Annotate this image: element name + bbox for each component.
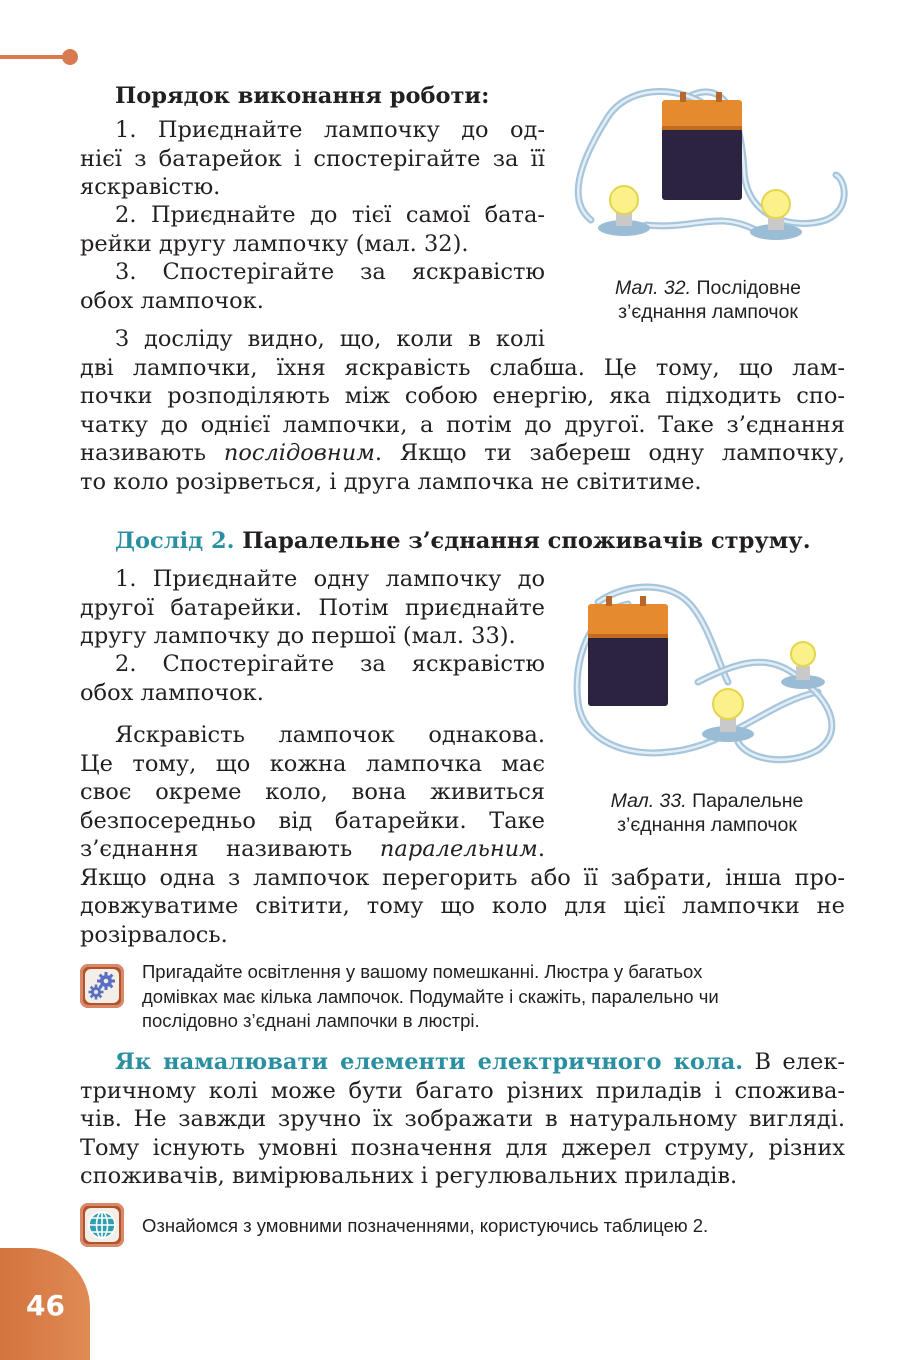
text-line	[80, 1048, 845, 1077]
globe-icon	[80, 1203, 124, 1247]
caption-text: Паралельне	[686, 790, 804, 812]
text-line: 2. Спостерігайте за яскравістю	[115, 651, 545, 677]
text-line: довжуватиме світити, тому що коло для цієї лампочки не	[80, 893, 845, 919]
parallel-paragraph	[80, 721, 845, 949]
text-line: чів. Не завжди зручно їх зображати в натуральному вигляді.	[80, 1106, 845, 1132]
text-line: послідовно з’єднані лампочки в люстрі.	[142, 1010, 480, 1031]
drawing-paragraph	[80, 1048, 845, 1191]
series-paragraph	[80, 325, 845, 496]
text-line: тричному колі може бути багато різних приладів і спожива-	[80, 1077, 845, 1104]
text-line: обох лампочок.	[80, 287, 264, 314]
text-fragment: . Якщо ти забереш одну лампочку,	[374, 440, 846, 466]
text-line: розірвалось.	[80, 921, 228, 948]
text-line: нієї з батарейок і спостерігайте за її	[80, 145, 545, 172]
procedure-step-2	[80, 201, 545, 258]
header-dot	[62, 49, 78, 65]
text-line: Це тому, що кожна лампочка має	[80, 750, 545, 777]
text-line: обох лампочок.	[80, 679, 264, 706]
figure-32-caption	[590, 276, 826, 324]
text-line: 3. Спостерігайте за яскравістю	[115, 259, 545, 285]
procedure-heading: Порядок виконання роботи:	[115, 83, 490, 109]
text-line: другу лампочку до першої (мал. 33).	[80, 623, 516, 649]
text-fragment: називають	[80, 440, 224, 466]
text-line: Тому існують умовні позначення для джерел струму, різних	[80, 1134, 845, 1161]
section-title: Як намалювати елементи електричного кола.	[115, 1049, 744, 1075]
text-line: Яскравість лампочок однакова.	[115, 722, 545, 748]
text-line: то коло розірветься, і друга лампочка не світитиме.	[80, 468, 702, 495]
experiment-label: Дослід 2.	[115, 528, 235, 554]
text-line: домівках має кілька лампочок. Подумайте і скажіть, паралельно чи	[142, 985, 719, 1007]
text-line: другої батарейки. Потім приєднайте	[80, 594, 545, 621]
text-line: Якщо одна з лампочок перегорить або її забрати, інша про-	[80, 864, 845, 891]
text-fragment: .	[537, 836, 545, 862]
text-line: 1. Приєднайте одну лампочку до	[115, 566, 545, 592]
text-line: чатку до однієї лампочки, а потім до другої. Таке з’єднання	[80, 411, 845, 438]
caption-label: Мал. 32.	[615, 277, 692, 299]
text-fragment: В елек-	[743, 1049, 845, 1075]
text-line: безпосередньо від батарейки. Таке	[80, 807, 545, 834]
caption-label: Мал. 33.	[610, 790, 687, 812]
figure-32-illustration	[566, 80, 851, 260]
experiment-2-step-1	[80, 565, 545, 651]
text-line	[80, 835, 545, 864]
text-fragment: з’єднання називають	[80, 836, 380, 862]
text-line: рейки другу лампочку (мал. 32).	[80, 230, 469, 257]
gears-icon	[80, 964, 124, 1008]
text-line: яскравістю.	[80, 174, 221, 200]
caption-text: з’єднання лампочок	[618, 301, 798, 323]
text-line: Пригадайте освітлення у вашому помешканні. Люстра у багатьох	[142, 961, 703, 982]
header-rule	[0, 55, 66, 59]
procedure-step-3	[80, 258, 545, 315]
procedure-step-1	[80, 116, 545, 202]
experiment-title: Паралельне з’єднання споживачів струму.	[234, 528, 811, 554]
text-line: дві лампочки, їхня яскравість слабша. Це тому, що лам-	[80, 354, 845, 381]
think-note	[142, 960, 852, 1034]
text-line: почки розподіляють між собою енергію, яка підходить спо-	[80, 383, 845, 409]
term-series: послідовним	[223, 440, 375, 466]
experiment-2-heading	[115, 527, 811, 556]
caption-text: Послідовне	[691, 277, 801, 299]
term-parallel: паралельним	[379, 836, 538, 862]
text-line	[80, 439, 845, 468]
text-line: 1. Приєднайте лампочку до од-	[115, 117, 545, 143]
text-line: З досліду видно, що, коли в колі	[115, 326, 545, 352]
text-line: споживачів, вимірювальних і регулювальних приладів.	[80, 1163, 738, 1189]
page-number: 46	[26, 1289, 65, 1322]
text-line: 2. Приєднайте до тієї самої бата-	[115, 202, 545, 228]
caption-text: з’єднання лампочок	[617, 814, 797, 836]
text-line: своє окреме коло, вона живиться	[80, 779, 545, 805]
web-note: Ознайомся з умовними позначеннями, користуючись таблицею 2.	[142, 1215, 709, 1236]
experiment-2-step-2	[80, 650, 545, 707]
